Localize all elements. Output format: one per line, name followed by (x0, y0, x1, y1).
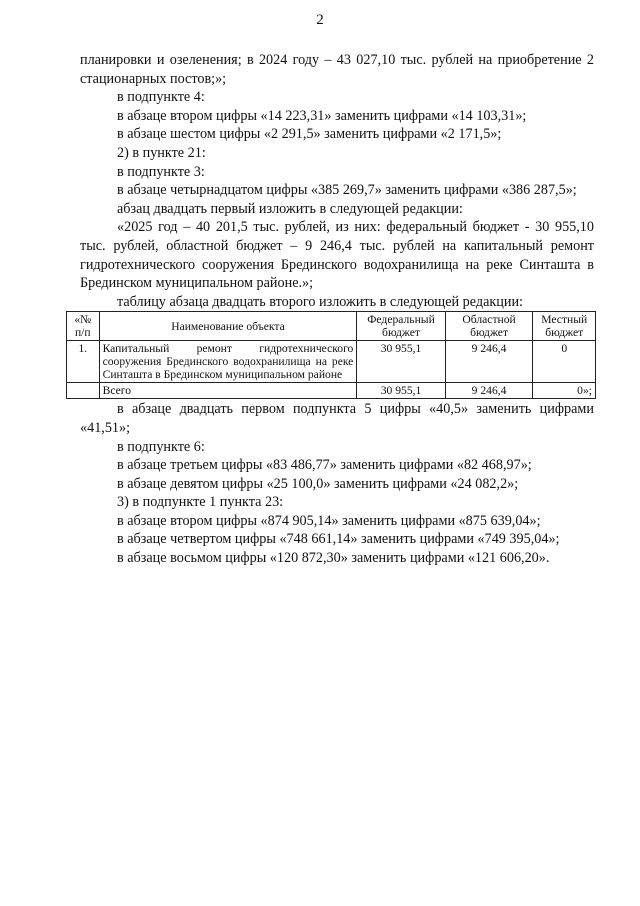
paragraph-subpoint-6: в подпункте 6: (117, 438, 205, 455)
table-header-cell: «№ п/п (67, 312, 100, 341)
table-cell: 0»; (533, 383, 596, 399)
page-number: 2 (316, 12, 324, 28)
paragraph-subpoint-4: в подпункте 4: (117, 89, 205, 106)
paragraph-fourth-abzac-23: в абзаце четвертом цифры «748 661,14» заменить цифрами «749 395,04»; (117, 531, 560, 548)
paragraph-table-intro: таблицу абзаца двадцать второго изложить в следующей редакции: (117, 293, 523, 310)
table-cell: 9 246,4 (445, 341, 533, 383)
table-cell: Всего (99, 383, 357, 399)
table-cell (67, 383, 100, 399)
table-header-cell: Федеральный бюджет (357, 312, 445, 341)
table-cell: 1. (67, 341, 100, 383)
paragraph-point-23: 3) в подпункте 1 пункта 23: (117, 494, 284, 511)
paragraph-third-abzac: в абзаце третьем цифры «83 486,77» заменить цифрами «82 468,97»; (117, 457, 532, 474)
paragraph-subpoint-3: в подпункте 3: (117, 163, 205, 180)
paragraph-continuation: планировки и озеленения; в 2024 году – 43 027,10 тыс. рублей на приобретение 2 стационарных постов;»; (80, 52, 594, 87)
document-body (74, 51, 594, 568)
table-row (67, 341, 596, 383)
paragraph-second-abzac: в абзаце втором цифры «14 223,31» заменить цифрами «14 103,31»; (117, 107, 527, 124)
table-cell: Капитальный ремонт гидротехнического сооружения Брединского водохранилища на реке Синташта в Брединском муниципальном районе (99, 341, 357, 383)
paragraph-subpoint-5: в абзаце двадцать первом подпункта 5 цифры «40,5» заменить цифрами «41,51»; (80, 401, 594, 436)
table-header-cell: Областной бюджет (445, 312, 533, 341)
table-cell: 30 955,1 (357, 341, 445, 383)
paragraph-sixth-abzac: в абзаце шестом цифры «2 291,5» заменить цифрами «2 171,5»; (117, 126, 502, 143)
table-header-row (67, 312, 596, 341)
paragraph-fourteenth-abzac: в абзаце четырнадцатом цифры «385 269,7» заменить цифрами «386 287,5»; (117, 182, 577, 199)
paragraph-eighth-abzac-23: в абзаце восьмом цифры «120 872,30» заменить цифрами «121 606,20». (117, 550, 550, 567)
table-cell: 30 955,1 (357, 383, 445, 399)
table-row-total (67, 383, 596, 399)
table-cell: 0 (533, 341, 596, 383)
paragraph-second-abzac-23: в абзаце втором цифры «874 905,14» заменить цифрами «875 639,04»; (117, 512, 541, 529)
paragraph-twenty-first-abzac: абзац двадцать первый изложить в следующей редакции: (117, 200, 463, 217)
table-cell: 9 246,4 (445, 383, 533, 399)
budget-table (66, 311, 596, 399)
table-header-cell: Местный бюджет (533, 312, 596, 341)
paragraph-2025-quote: «2025 год – 40 201,5 тыс. рублей, из них: федеральный бюджет - 30 955,10 тыс. рублей, областной бюджет – 9 246,4 тыс. рублей на капитальный ремонт гидротехнического сооружения Брединского водохранилища на реке Синташта в Брединском муниципальном районе.»; (80, 219, 594, 292)
paragraph-point-21: 2) в пункте 21: (117, 144, 206, 161)
table-header-cell: Наименование объекта (99, 312, 357, 341)
paragraph-ninth-abzac: в абзаце девятом цифры «25 100,0» заменить цифрами «24 082,2»; (117, 475, 519, 492)
